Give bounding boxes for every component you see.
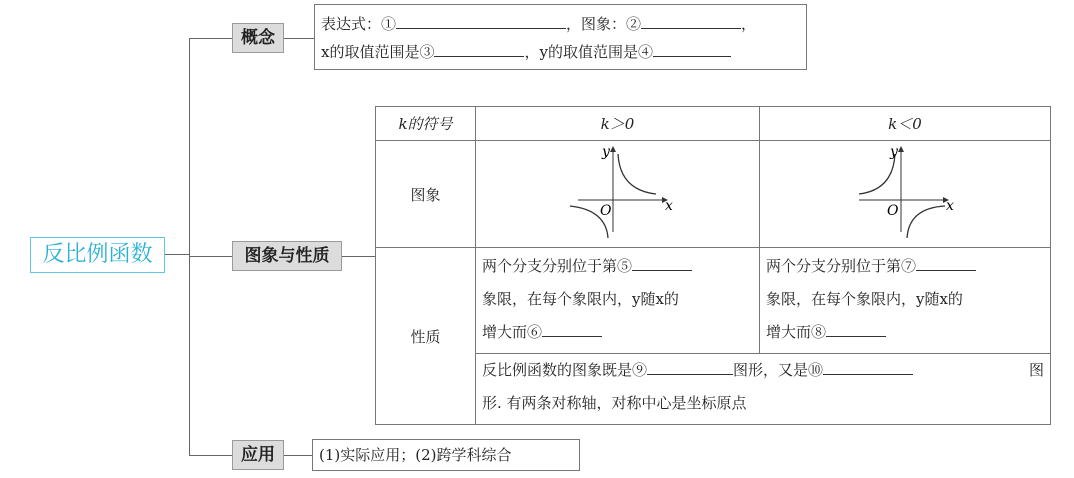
header-k-positive: k＞0	[476, 107, 760, 141]
property-k-positive	[476, 248, 760, 354]
application-content: (1)实际应用；(2)跨学科综合	[319, 446, 512, 464]
graph-k-negative	[845, 144, 965, 240]
concept-node: 概念	[232, 23, 284, 53]
blank-9	[647, 360, 733, 375]
image-label: ，图象：②	[566, 15, 642, 33]
pos-prop-line3: 增大而⑥	[482, 323, 543, 341]
concept-line-1	[321, 10, 800, 38]
neg-prop-line2: 象限，在每个象限内，y随x的	[766, 290, 963, 308]
shared-line1-a: 反比例函数的图象既是⑨	[482, 361, 648, 379]
graph-connector	[189, 256, 232, 257]
concept-line-2	[321, 38, 800, 66]
y-axis-label: y	[601, 144, 610, 160]
blank-6	[542, 322, 602, 337]
blank-3	[434, 42, 524, 57]
pos-prop-line1: 两个分支分别位于第⑤	[482, 257, 633, 275]
application-node: 应用	[232, 440, 284, 470]
row-label-image: 图象	[376, 141, 476, 248]
x-range-label: x的取值范围是③	[321, 43, 435, 61]
application-box	[312, 439, 580, 471]
neg-prop-line3: 增大而⑧	[766, 323, 827, 341]
concept-connector	[189, 38, 232, 39]
graph-properties-node: 图象与性质	[232, 241, 342, 271]
expression-label: 表达式：①	[321, 15, 397, 33]
concept-box	[314, 4, 807, 70]
graph-k-positive-cell	[476, 141, 760, 248]
property-k-negative	[760, 248, 1051, 354]
header-k-negative: k＜0	[760, 107, 1051, 141]
x-axis-label: x	[946, 198, 954, 214]
trunk-line	[189, 38, 190, 456]
properties-table	[375, 106, 1051, 425]
y-axis-label: y	[890, 144, 898, 160]
origin-label: O	[887, 203, 899, 219]
row-label-property: 性质	[376, 248, 476, 425]
y-range-label: ，y的取值范围是④	[524, 43, 653, 61]
graph-k-negative-cell	[760, 141, 1051, 248]
root-connector	[163, 254, 189, 255]
blank-5	[632, 256, 692, 271]
shared-line2: 形. 有两条对称轴，对称中心是坐标原点	[482, 394, 747, 412]
graph-to-table-line	[342, 256, 375, 257]
neg-prop-line1: 两个分支分别位于第⑦	[766, 257, 917, 275]
root-node: 反比例函数	[30, 237, 165, 273]
concept-to-box-line	[284, 38, 314, 39]
shared-line1-b: 图形，又是⑩	[733, 361, 824, 379]
blank-1	[396, 14, 566, 29]
blank-8	[826, 322, 886, 337]
graph-k-positive	[558, 144, 678, 240]
app-to-box-line	[284, 455, 312, 456]
blank-7	[916, 256, 976, 271]
app-connector	[189, 455, 232, 456]
pos-prop-line2: 象限，在每个象限内，y随x的	[482, 290, 679, 308]
x-axis-label: x	[664, 198, 673, 214]
origin-label: O	[599, 203, 611, 219]
shared-property	[476, 354, 1051, 425]
blank-2	[641, 14, 741, 29]
comma: ，	[741, 15, 757, 33]
blank-10	[823, 360, 913, 375]
blank-4	[653, 42, 731, 57]
header-sign: k的符号	[376, 107, 476, 141]
shared-line1-c: 图	[1028, 361, 1044, 379]
